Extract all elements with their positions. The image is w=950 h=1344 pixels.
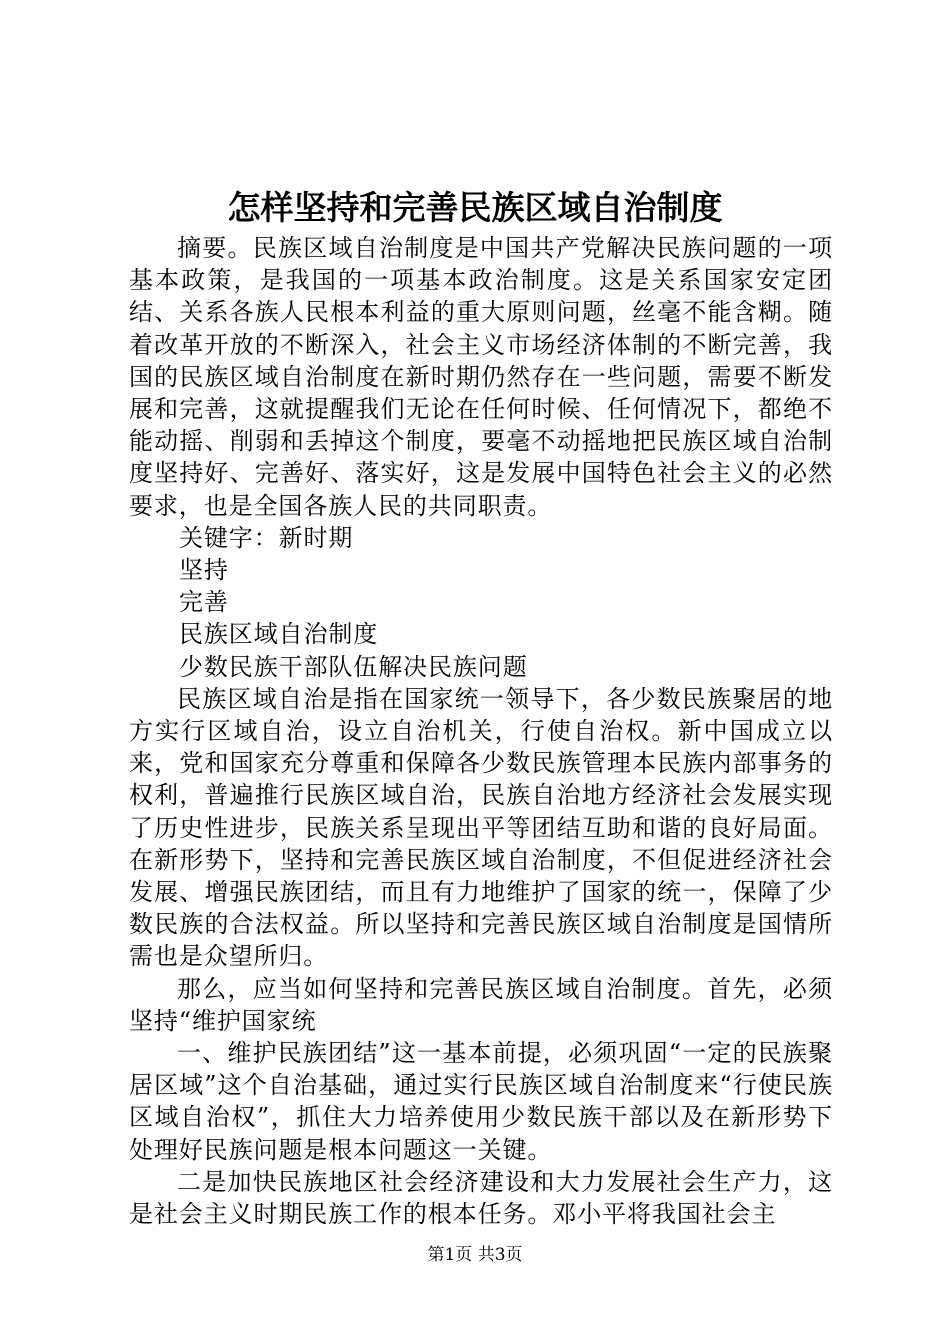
document-body (129, 232, 833, 1230)
keyword-line: 坚持 (179, 556, 229, 585)
keyword-line: 关键字：新时期 (179, 523, 354, 552)
body-paragraph: 二是加快民族地区社会经济建设和大力发展社会生产力，这是社会主义时期民族工作的根本任务。邓小平将我国社会主 (129, 1167, 833, 1229)
body-paragraph: 那么，应当如何坚持和完善民族区域自治制度。首先，必须坚持“维护国家统 (129, 974, 833, 1035)
keyword-line: 完善 (179, 588, 229, 617)
body-paragraph: 民族区域自治是指在国家统一领导下，各少数民族聚居的地方实行区域自治，设立自治机关，行使自治权。新中国成立以来，党和国家充分尊重和保障各少数民族管理本民族内部事务的权利，普遍推行民族区域自治，民族自治地方经济社会发展实现了历史性进步，民族关系呈现出平等团结互助和谐的良好局面。在新形势下，坚持和完善民族区域自治制度，不但促进经济社会发展、增强民族团结，而且有力地维护了国家的统一，保障了少数民族的合法权益。所以坚持和完善民族区域自治制度是国情所需也是众望所归。 (129, 684, 833, 971)
keyword-line: 少数民族干部队伍解决民族问题 (179, 652, 528, 681)
abstract-paragraph: 摘要。民族区域自治制度是中国共产党解决民族问题的一项基本政策，是我国的一项基本政治制度。这是关系国家安定团结、关系各族人民根本利益的重大原则问题，丝毫不能含糊。随着改革开放的不断深入，社会主义市场经济体制的不断完善，我国的民族区域自治制度在新时期仍然存在一些问题，需要不断发展和完善，这就提醒我们无论在任何时候、任何情况下，都绝不能动摇、削弱和丢掉这个制度，要毫不动摇地把民族区域自治制度坚持好、完善好、落实好，这是发展中国特色社会主义的必然要求，也是全国各族人民的共同职责。 (129, 234, 833, 520)
keyword-line: 民族区域自治制度 (179, 620, 379, 649)
document-title: 怎样坚持和完善民族区域自治制度 (227, 188, 723, 227)
body-paragraph: 一、维护民族团结”这一基本前提，必须巩固“一定的民族聚居区域”这个自治基础，通过实行民族区域自治制度来“行使民族区域自治权”，抓住大力培养使用少数民族干部以及在新形势下处理好民族问题是根本问题这一关键。 (129, 1039, 833, 1164)
page-number-footer: 第1页 共3页 (427, 1245, 523, 1265)
